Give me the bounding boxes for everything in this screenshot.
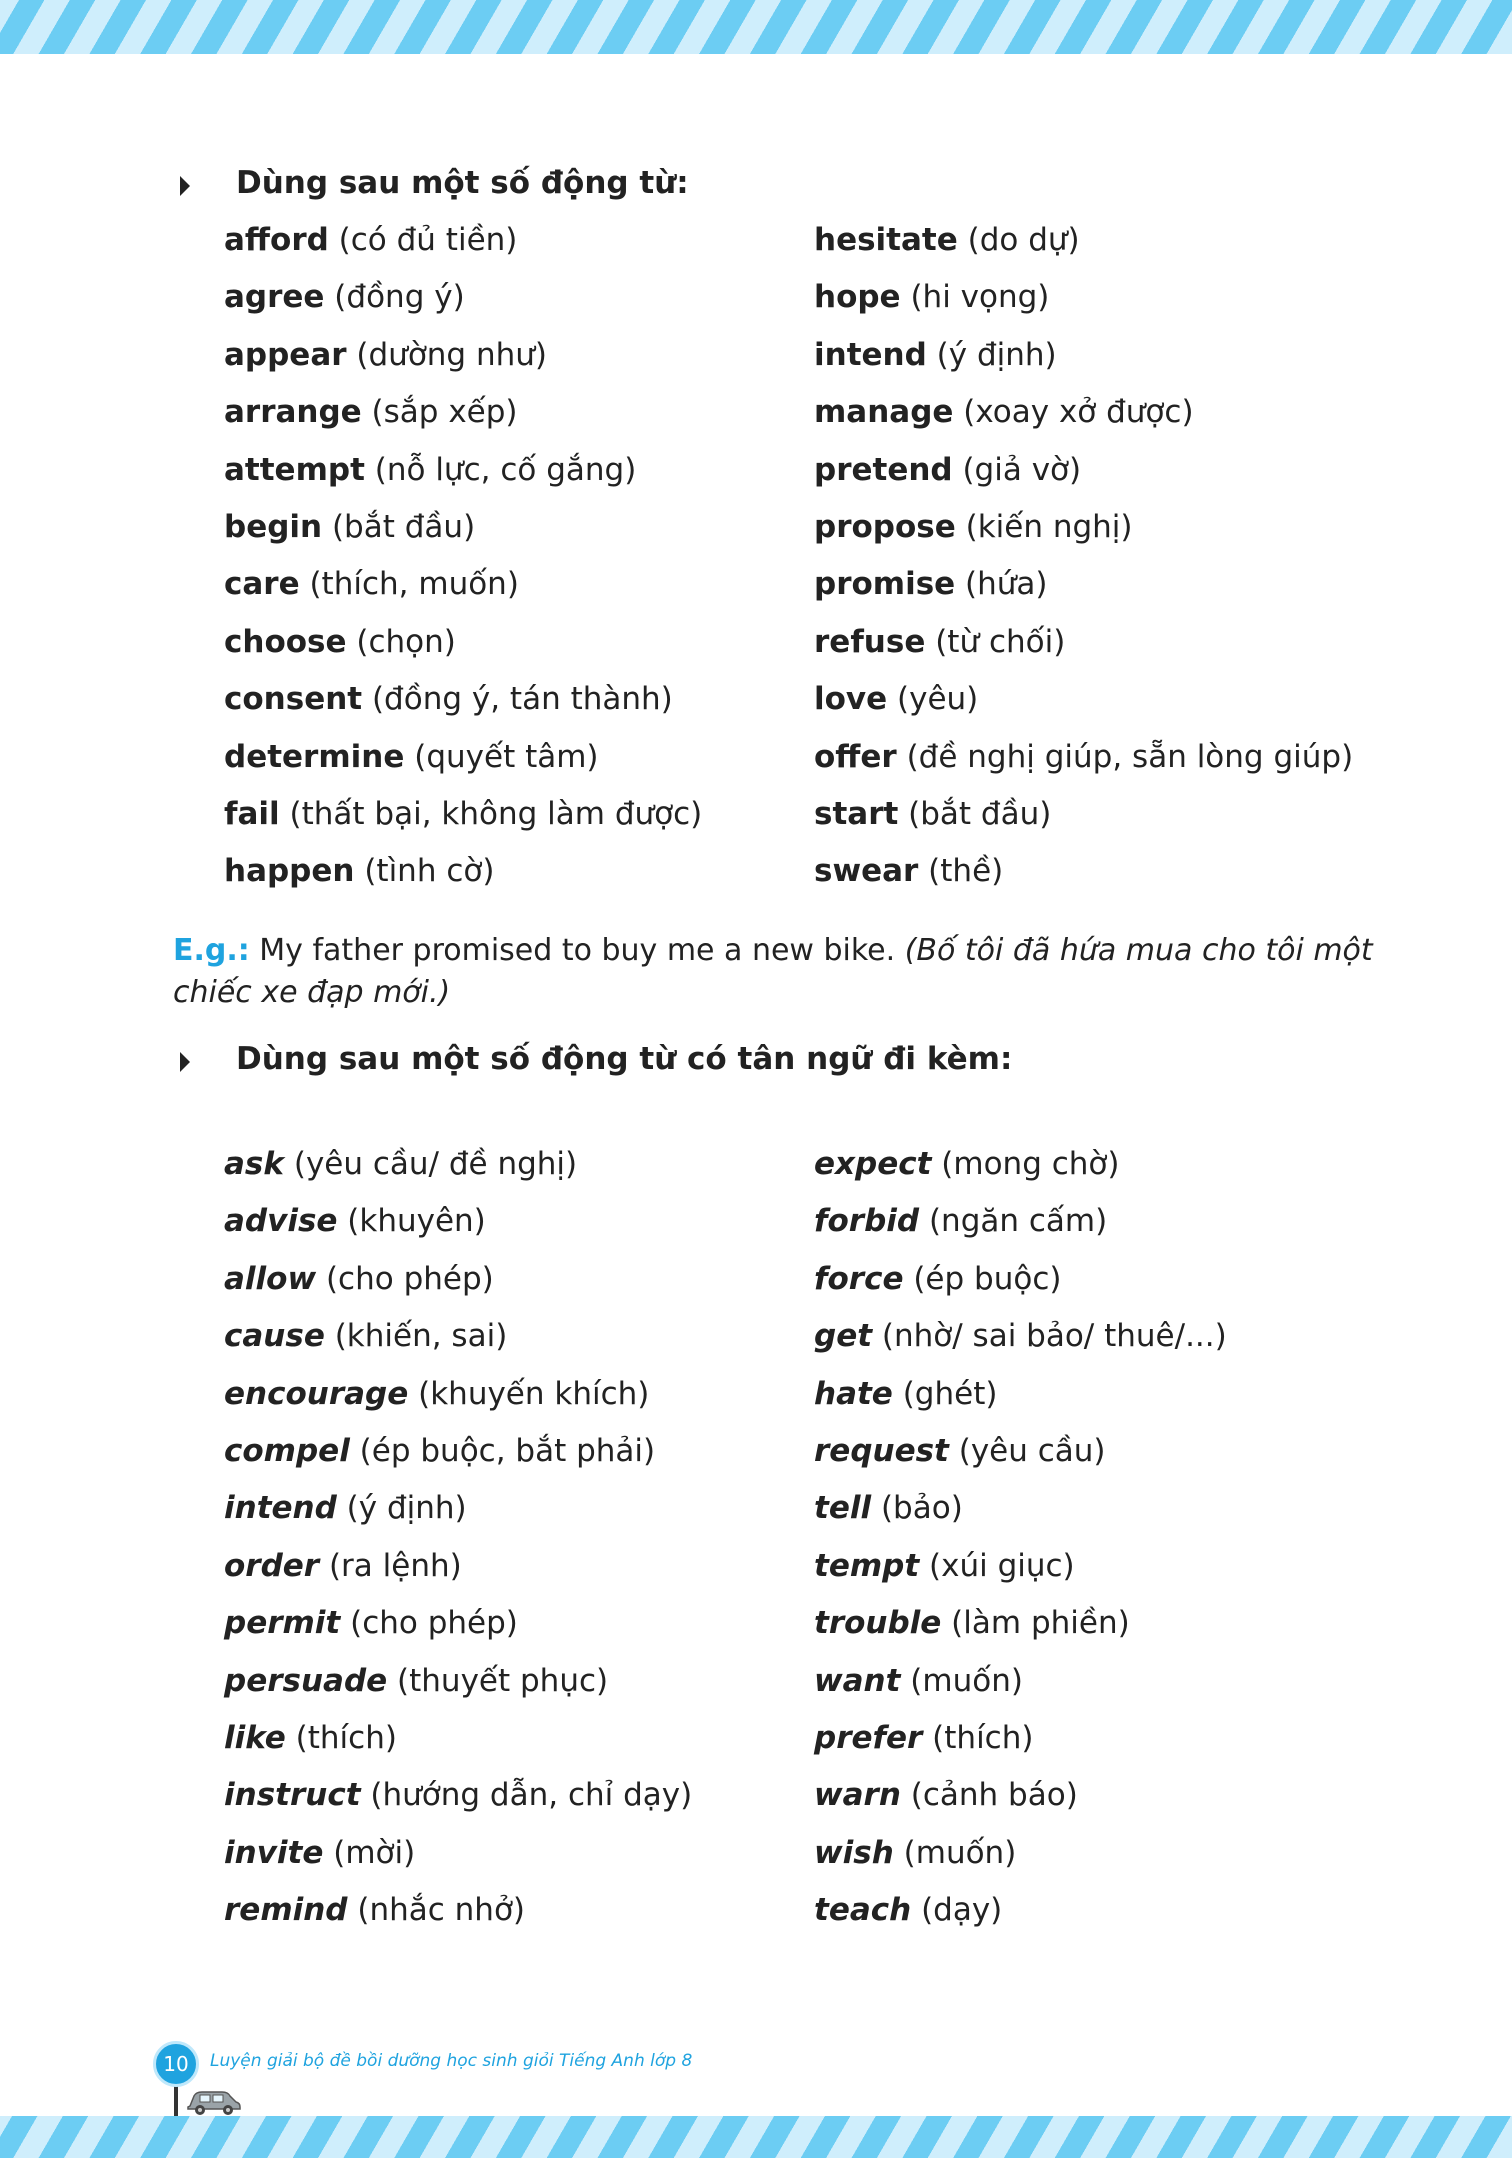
verb-word: forbid (814, 1203, 920, 1240)
verb-word: swear (814, 853, 919, 890)
verb-word: force (814, 1260, 904, 1297)
verb-word: advise (224, 1203, 338, 1240)
verb-word: hope (814, 279, 901, 316)
verb-gloss: (sắp xếp) (361, 394, 518, 431)
verb-gloss: (đồng ý) (324, 279, 465, 316)
list-item (814, 1251, 1404, 1308)
verb-gloss: (thề) (918, 853, 1004, 890)
top-stripe-bar (0, 0, 1512, 54)
verb-word: persuade (224, 1662, 388, 1699)
list-item (814, 1825, 1404, 1882)
verb-gloss: (yêu) (887, 681, 979, 718)
verb-word: trouble (814, 1605, 942, 1642)
verb-gloss: (ra lệnh) (319, 1547, 462, 1584)
list-item (814, 442, 1404, 499)
list-item (814, 1308, 1404, 1365)
list-item (224, 1882, 814, 1939)
list-item (224, 1251, 814, 1308)
example-sentence (173, 930, 1373, 1014)
list-item (814, 212, 1404, 269)
verb-gloss: (chọn) (346, 623, 456, 660)
verb-word: fail (224, 796, 280, 833)
list-item (224, 1423, 814, 1480)
verb-word: wish (814, 1834, 894, 1871)
verb-word: care (224, 566, 300, 603)
list-item (224, 384, 814, 441)
verb-word: determine (224, 738, 405, 775)
verb-gloss: (khuyến khích) (408, 1375, 650, 1412)
list-item (224, 786, 814, 843)
list-item (224, 614, 814, 671)
list-item (814, 1653, 1404, 1710)
verb-gloss: (mời) (323, 1834, 416, 1871)
verb-word: get (814, 1318, 873, 1355)
verb-word: consent (224, 681, 363, 718)
verb-word: start (814, 796, 899, 833)
list-item (814, 843, 1404, 900)
page-number: 10 (153, 2041, 199, 2087)
verb-gloss: (tình cờ) (354, 853, 495, 890)
verb-word: promise (814, 566, 956, 603)
list-item (224, 1595, 814, 1652)
list-item (814, 1710, 1404, 1767)
verb-word: instruct (224, 1777, 361, 1814)
verb-gloss: (mong chờ) (931, 1146, 1120, 1182)
list-item (224, 1653, 814, 1710)
list-item (814, 786, 1404, 843)
list-item (224, 1538, 814, 1595)
verb-word: pretend (814, 451, 953, 488)
verb-gloss: (nhờ/ sai bảo/ thuê/...) (872, 1318, 1227, 1355)
verb-gloss: (bắt đầu) (898, 796, 1052, 833)
verb-gloss: (thất bại, không làm được) (279, 796, 703, 833)
verb-word: intend (814, 336, 927, 373)
verb-gloss: (làm phiền) (941, 1605, 1130, 1642)
verb-word: want (814, 1662, 901, 1699)
verb-gloss: (ý định) (336, 1490, 467, 1527)
verb-gloss: (xoay xở được) (953, 394, 1194, 431)
verb-word: afford (224, 222, 329, 258)
verb-gloss: (muốn) (900, 1662, 1023, 1699)
example-text: My father promised to buy me a new bike. (249, 933, 905, 968)
verb-word: hesitate (814, 222, 958, 258)
verb-word: intend (224, 1490, 337, 1527)
list-item (224, 1308, 814, 1365)
verb-gloss: (thích, muốn) (299, 566, 519, 603)
list-item (814, 1136, 1404, 1193)
verb-gloss: (kiến nghị) (955, 509, 1133, 546)
list-item (814, 671, 1404, 728)
verb-gloss: (hi vọng) (900, 279, 1050, 316)
list-item (224, 442, 814, 499)
verb-word: appear (224, 336, 347, 373)
verb-gloss: (yêu cầu/ đề nghị) (284, 1146, 578, 1182)
list-item (814, 729, 1404, 786)
verb-gloss: (ép buộc) (903, 1260, 1062, 1297)
verb-word: tell (814, 1490, 872, 1527)
verb-word: warn (814, 1777, 901, 1814)
verb-list-1 (224, 212, 1404, 901)
verb-gloss: (ngăn cấm) (919, 1203, 1108, 1240)
verb-gloss: (thích) (922, 1720, 1034, 1757)
list-item (814, 1366, 1404, 1423)
verb-word: love (814, 681, 888, 718)
verb-word: ask (224, 1146, 284, 1182)
verb-gloss: (ý định) (926, 336, 1057, 373)
book-title: Luyện giải bộ đề bồi dưỡng học sinh giỏi Tiếng Anh lớp 8 (210, 2051, 693, 2071)
verb-gloss: (ép buộc, bắt phải) (349, 1433, 656, 1470)
verb-word: remind (224, 1892, 348, 1929)
verb-gloss: (muốn) (893, 1834, 1017, 1871)
verb-gloss: (yêu cầu) (948, 1433, 1106, 1470)
verb-gloss: (bảo) (871, 1490, 963, 1527)
verb-gloss: (từ chối) (925, 623, 1066, 660)
list-item (814, 1193, 1404, 1250)
list-item (224, 1767, 814, 1824)
verb-gloss: (nhắc nhở) (347, 1892, 526, 1929)
list-item (224, 1193, 814, 1250)
verb-word: begin (224, 509, 323, 546)
verb-gloss: (hướng dẫn, chỉ dạy) (360, 1777, 693, 1814)
verb-word: invite (224, 1834, 324, 1871)
list-item (224, 1480, 814, 1537)
verb-gloss: (dường như) (346, 336, 548, 373)
verb-word: compel (224, 1433, 350, 1470)
verb-gloss: (hứa) (955, 566, 1048, 603)
section-heading-1: Dùng sau một số động từ: (236, 165, 689, 201)
verb-word: request (814, 1433, 949, 1470)
verb-gloss: (dạy) (911, 1892, 1003, 1929)
triangle-bullet-icon (180, 176, 190, 196)
verb-word: encourage (224, 1375, 409, 1412)
verb-gloss: (khuyên) (337, 1203, 486, 1240)
verb-word: allow (224, 1260, 317, 1297)
list-item (814, 1882, 1404, 1939)
verb-gloss: (cho phép) (316, 1260, 494, 1297)
verb-list-2 (224, 1136, 1404, 1940)
verb-gloss: (ghét) (892, 1375, 998, 1412)
verb-word: tempt (814, 1547, 920, 1584)
verb-word: attempt (224, 451, 365, 488)
example-translation: (Bố tôi đã hứa mua cho tôi một chiếc xe đạp mới.) (173, 933, 1373, 1010)
list-item (224, 671, 814, 728)
verb-word: arrange (224, 394, 362, 431)
verb-word: cause (224, 1318, 325, 1355)
list-item (814, 1595, 1404, 1652)
verb-word: like (224, 1720, 286, 1757)
list-item (814, 384, 1404, 441)
list-item (814, 327, 1404, 384)
verb-gloss: (có đủ tiền) (328, 222, 518, 258)
verb-word: offer (814, 738, 897, 775)
list-item (224, 327, 814, 384)
verb-word: hate (814, 1375, 893, 1412)
list-item (224, 843, 814, 900)
list-item (814, 1767, 1404, 1824)
verb-gloss: (quyết tâm) (404, 738, 599, 775)
verb-gloss: (nỗ lực, cố gắng) (364, 451, 637, 488)
car-icon (186, 2084, 242, 2116)
bottom-stripe-bar (0, 2116, 1512, 2158)
verb-word: permit (224, 1605, 341, 1642)
verb-word: teach (814, 1892, 912, 1929)
verb-word: expect (814, 1146, 932, 1182)
verb-gloss: (cảnh báo) (900, 1777, 1078, 1814)
list-item (224, 499, 814, 556)
list-item (224, 729, 814, 786)
section-heading-2: Dùng sau một số động từ có tân ngữ đi kèm: (236, 1041, 1013, 1077)
list-item (224, 556, 814, 613)
triangle-bullet-icon (180, 1052, 190, 1072)
list-item (224, 1825, 814, 1882)
list-item (224, 269, 814, 326)
list-item (224, 1366, 814, 1423)
list-item (814, 269, 1404, 326)
verb-word: prefer (814, 1720, 923, 1757)
verb-word: propose (814, 509, 956, 546)
verb-word: happen (224, 853, 355, 890)
verb-gloss: (do dự) (957, 222, 1080, 258)
example-label: E.g.: (173, 933, 250, 968)
verb-gloss: (đề nghị giúp, sẵn lòng giúp) (896, 738, 1354, 775)
verb-gloss: (bắt đầu) (322, 509, 476, 546)
verb-word: choose (224, 623, 347, 660)
verb-gloss: (thuyết phục) (387, 1662, 609, 1699)
verb-word: agree (224, 279, 325, 316)
verb-word: refuse (814, 623, 926, 660)
list-item (224, 212, 814, 269)
list-item (224, 1136, 814, 1193)
list-item (814, 556, 1404, 613)
verb-gloss: (xúi giục) (919, 1547, 1075, 1584)
list-item (814, 1423, 1404, 1480)
verb-word: order (224, 1547, 320, 1584)
list-item (814, 614, 1404, 671)
verb-word: manage (814, 394, 954, 431)
verb-gloss: (giả vờ) (952, 451, 1082, 488)
verb-gloss: (cho phép) (340, 1605, 518, 1642)
verb-gloss: (đồng ý, tán thành) (362, 681, 673, 718)
list-item (814, 499, 1404, 556)
verb-gloss: (thích) (285, 1720, 397, 1757)
list-item (814, 1538, 1404, 1595)
verb-gloss: (khiến, sai) (324, 1318, 508, 1355)
list-item (814, 1480, 1404, 1537)
list-item (224, 1710, 814, 1767)
